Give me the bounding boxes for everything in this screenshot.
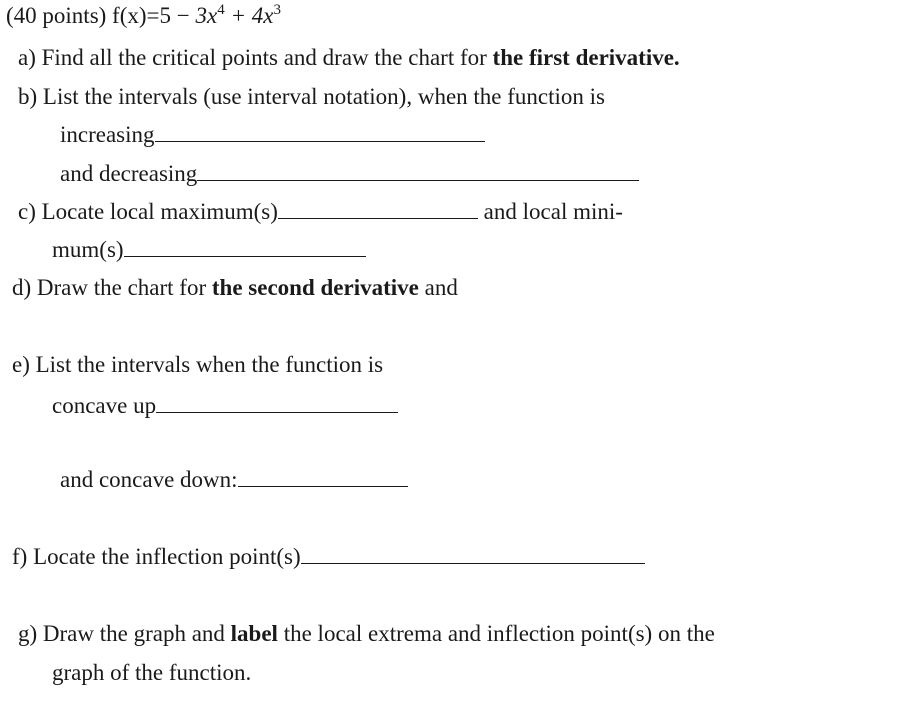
concave-up-label: concave up <box>52 393 157 418</box>
points-label: (40 points) f(x)=5 <box>6 3 177 28</box>
local-max-label: c) Locate local maximum(s) <box>18 199 278 224</box>
part-d-bold: the second derivative <box>211 275 419 300</box>
part-a <box>18 44 680 72</box>
part-b <box>18 83 605 111</box>
part-d-suffix: and <box>418 275 458 300</box>
concave-down-blank[interactable] <box>238 466 408 487</box>
exponent-2: 3 <box>273 2 281 18</box>
part-g-text: g) Draw the graph and <box>18 621 231 646</box>
concave-up-row <box>52 392 398 420</box>
part-g-line2 <box>52 659 251 687</box>
increasing-label: increasing <box>60 122 155 147</box>
concave-down-row <box>60 466 408 494</box>
part-e <box>12 351 383 379</box>
part-e-text: e) List the intervals when the function is <box>12 352 384 377</box>
part-a-bold: the first derivative. <box>492 45 680 70</box>
concave-down-label: and concave down: <box>60 467 238 492</box>
decreasing-row <box>60 160 639 188</box>
exponent-1: 4 <box>217 2 225 18</box>
increasing-blank[interactable] <box>155 121 485 142</box>
part-g-suffix: the local extrema and inflection point(s) on the <box>277 621 715 646</box>
part-d-text: d) Draw the chart for <box>12 275 212 300</box>
part-a-text: a) Find all the critical points and draw the chart for <box>18 45 493 70</box>
part-c <box>18 198 623 226</box>
term-1: 3x <box>189 3 218 28</box>
local-min-label: and local mini- <box>483 199 623 224</box>
increasing-row <box>60 121 485 149</box>
part-g-bold: label <box>230 621 278 646</box>
inflection-label: f) Locate the inflection point(s) <box>12 544 301 569</box>
part-f <box>12 543 645 571</box>
local-max-blank[interactable] <box>278 198 478 219</box>
part-b-text: b) List the intervals (use interval notation), when the function is <box>18 84 605 109</box>
local-min-blank[interactable] <box>124 236 366 257</box>
concave-up-blank[interactable] <box>156 392 398 413</box>
problem-header <box>6 2 281 30</box>
part-g <box>18 620 715 648</box>
minus-sign: − <box>176 3 190 28</box>
part-g-line2-text: graph of the function. <box>52 660 252 685</box>
part-d <box>12 274 458 302</box>
local-min-suffix: mum(s) <box>52 237 124 262</box>
decreasing-blank[interactable] <box>197 160 639 181</box>
term-2: + 4x <box>224 3 274 28</box>
decreasing-label: and decreasing <box>60 161 198 186</box>
local-min-row <box>52 236 366 264</box>
inflection-blank[interactable] <box>301 543 645 564</box>
